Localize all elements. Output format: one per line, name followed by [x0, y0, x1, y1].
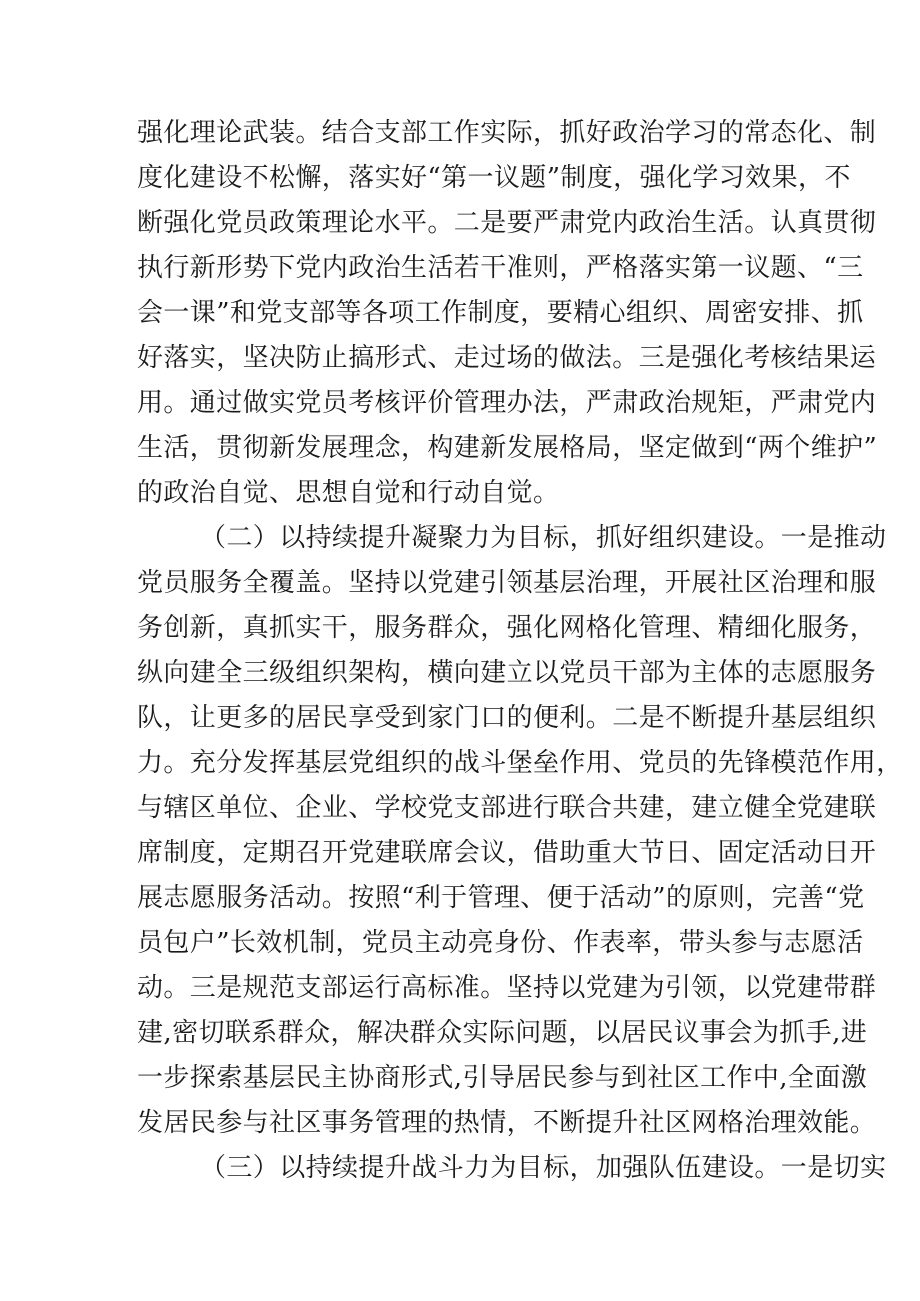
text-line: 度化建设不松懈，落实好“第一议题”制度，强化学习效果，不	[137, 163, 851, 193]
text-line: 发居民参与社区事务管理的热情，不断提升社区网格治理效能。	[137, 1108, 877, 1138]
text-line: 会一课”和党支部等各项工作制度，要精心组织、周密安排、抓	[137, 298, 864, 328]
text-line: 生活，贯彻新发展理念，构建新发展格局，坚定做到“两个维护”	[137, 433, 878, 463]
text-line: 断强化党员政策理论水平。二是要严肃党内政治生活。认真贯彻	[137, 208, 877, 238]
text-line: 用。通过做实党员考核评价管理办法，严肃政治规矩，严肃党内	[137, 388, 877, 418]
text-line: 动。三是规范支部运行高标准。坚持以党建为引领，以党建带群	[137, 973, 877, 1003]
text-line: 的政治自觉、思想自觉和行动自觉。	[137, 478, 560, 508]
text-line: 队，让更多的居民享受到家门口的便利。二是不断提升基层组织	[137, 703, 877, 733]
text-line: 与辖区单位、企业、学校党支部进行联合共建，建立健全党建联	[137, 793, 877, 823]
text-line: 党员服务全覆盖。坚持以党建引领基层治理，开展社区治理和服	[137, 568, 877, 598]
text-line: 员包户”长效机制，党员主动亮身份、作表率，带头参与志愿活	[137, 928, 864, 958]
text-line: 纵向建全三级组织架构，横向建立以党员干部为主体的志愿服务	[137, 658, 877, 688]
section-heading-line: （二）以持续提升凝聚力为目标，抓好组织建设。一是推动	[200, 523, 887, 553]
section-heading-line: （三）以持续提升战斗力为目标，加强队伍建设。一是切实	[200, 1153, 887, 1183]
text-line: 建,密切联系群众，解决群众实际问题，以居民议事会为抓手,进	[137, 1018, 868, 1048]
text-line: 力。充分发挥基层党组织的战斗堡垒作用、党员的先锋模范作用，	[137, 748, 903, 778]
text-line: 执行新形势下党内政治生活若干准则，严格落实第一议题、“三	[137, 253, 864, 283]
text-line: 务创新，真抓实干，服务群众，强化网格化管理、精细化服务，	[137, 613, 877, 643]
text-line: 席制度，定期召开党建联席会议，借助重大节日、固定活动日开	[137, 838, 877, 868]
text-line: 展志愿服务活动。按照“利于管理、便于活动”的原则，完善“党	[137, 883, 865, 913]
text-line: 好落实，坚决防止搞形式、走过场的做法。三是强化考核结果运	[137, 343, 877, 373]
text-line: 一步探索基层民主协商形式,引导居民参与到社区工作中,全面激	[137, 1063, 868, 1093]
text-line: 强化理论武装。结合支部工作实际，抓好政治学习的常态化、制	[137, 118, 877, 148]
